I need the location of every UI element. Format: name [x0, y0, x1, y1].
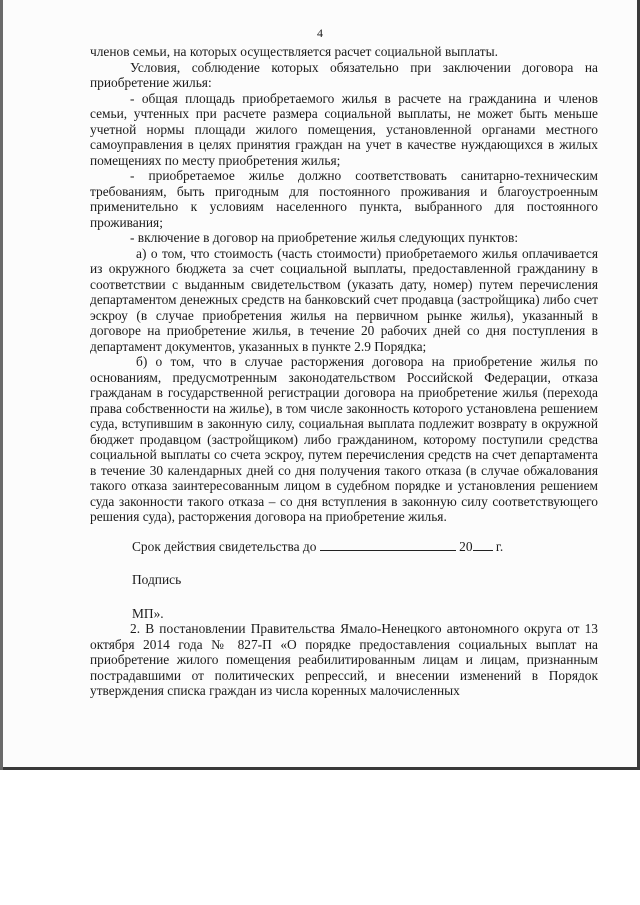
- paragraph: членов семьи, на которых осуществляется расчет социальной выплаты.: [90, 44, 498, 59]
- year-suffix: г.: [495, 538, 504, 554]
- paragraph: Условия, соблюдение которых обязательно при заключении договора на приобретение жилья:: [90, 59, 598, 90]
- date-blank: [320, 539, 456, 551]
- paragraph: б) о том, что в случае расторжения договора на приобретение жилья по основаниям, предусмотренным законодательством Российской Федерации, отказа гражданам в государственной регистрации договора на приобретение жилья (перехода права собственности на жилье), в том числе законность которого установлена решением суда, вступившим в законную силу, социальная выплата подлежит возврату в окружной бюджет продавцом (застройщиком) либо гражданином, которому поступили средства социальной выплаты со счета эскроу, путем перечисления средств на счет департамента в течение 30 календарных дней со дня получения такого отказа (в случае обжалования такого отказа заинтересованным лицом в судебном порядке и установления решением суда законности такого отказа – со дня вступления в законную силу соответствующего решения суда), расторжения договора на приобретение жилья.: [90, 354, 598, 524]
- scan-edge: [0, 0, 3, 770]
- year-prefix: 20: [459, 538, 473, 554]
- document-body: [90, 44, 598, 699]
- paragraph: - приобретаемое жилье должно соответствовать санитарно-техническим требованиям, быть пригодным для постоянного проживания и благоустроенным применительно к условиям населенного пункта, выбранного для постоянного проживания;: [90, 168, 598, 230]
- stamp-label: МП».: [132, 605, 164, 621]
- paragraph: 2. В постановлении Правительства Ямало-Ненецкого автономного округа от 13 октября 2014 года № 827-П «О порядке предоставления социальных выплат на приобретение жилого помещения реабилитированным лицам и лицам, признанным пострадавшими от политических репрессий, и внесении изменений в Порядок утверждения списка граждан из числа коренных малочисленных: [90, 621, 598, 698]
- paragraph: а) о том, что стоимость (часть стоимости) приобретаемого жилья оплачивается из окружного бюджета за счет социальной выплаты, предоставленной гражданину в соответствии с выданным свидетельством (указать дату, номер) путем перечисления департаментом денежных средств на банковский счет продавца (застройщика) либо счет эскроу (в случае приобретения жилья на первичном рынке жилья), указанный в договоре на приобретение жилья, в течение 20 рабочих дней со дня поступления в департамент документов, указанных в пункте 2.9 Порядка;: [90, 245, 598, 354]
- signature-label: Подпись: [132, 572, 182, 587]
- paragraph: - включение в договор на приобретение жилья следующих пунктов:: [130, 230, 519, 245]
- certificate-validity-label: Срок действия свидетельства до: [132, 538, 317, 554]
- paragraph: - общая площадь приобретаемого жилья в расчете на гражданина и членов семьи, учтенных при расчете размера социальной выплаты, не может быть меньше учетной нормы площади жилого помещения, установленной органами местного самоуправления в целях принятия граждан на учет в качестве нуждающихся в жилых помещениях по месту приобретения жилья;: [90, 90, 598, 168]
- year-blank: [473, 539, 493, 551]
- page-number: 4: [317, 26, 323, 40]
- certificate-validity-line: [90, 539, 598, 555]
